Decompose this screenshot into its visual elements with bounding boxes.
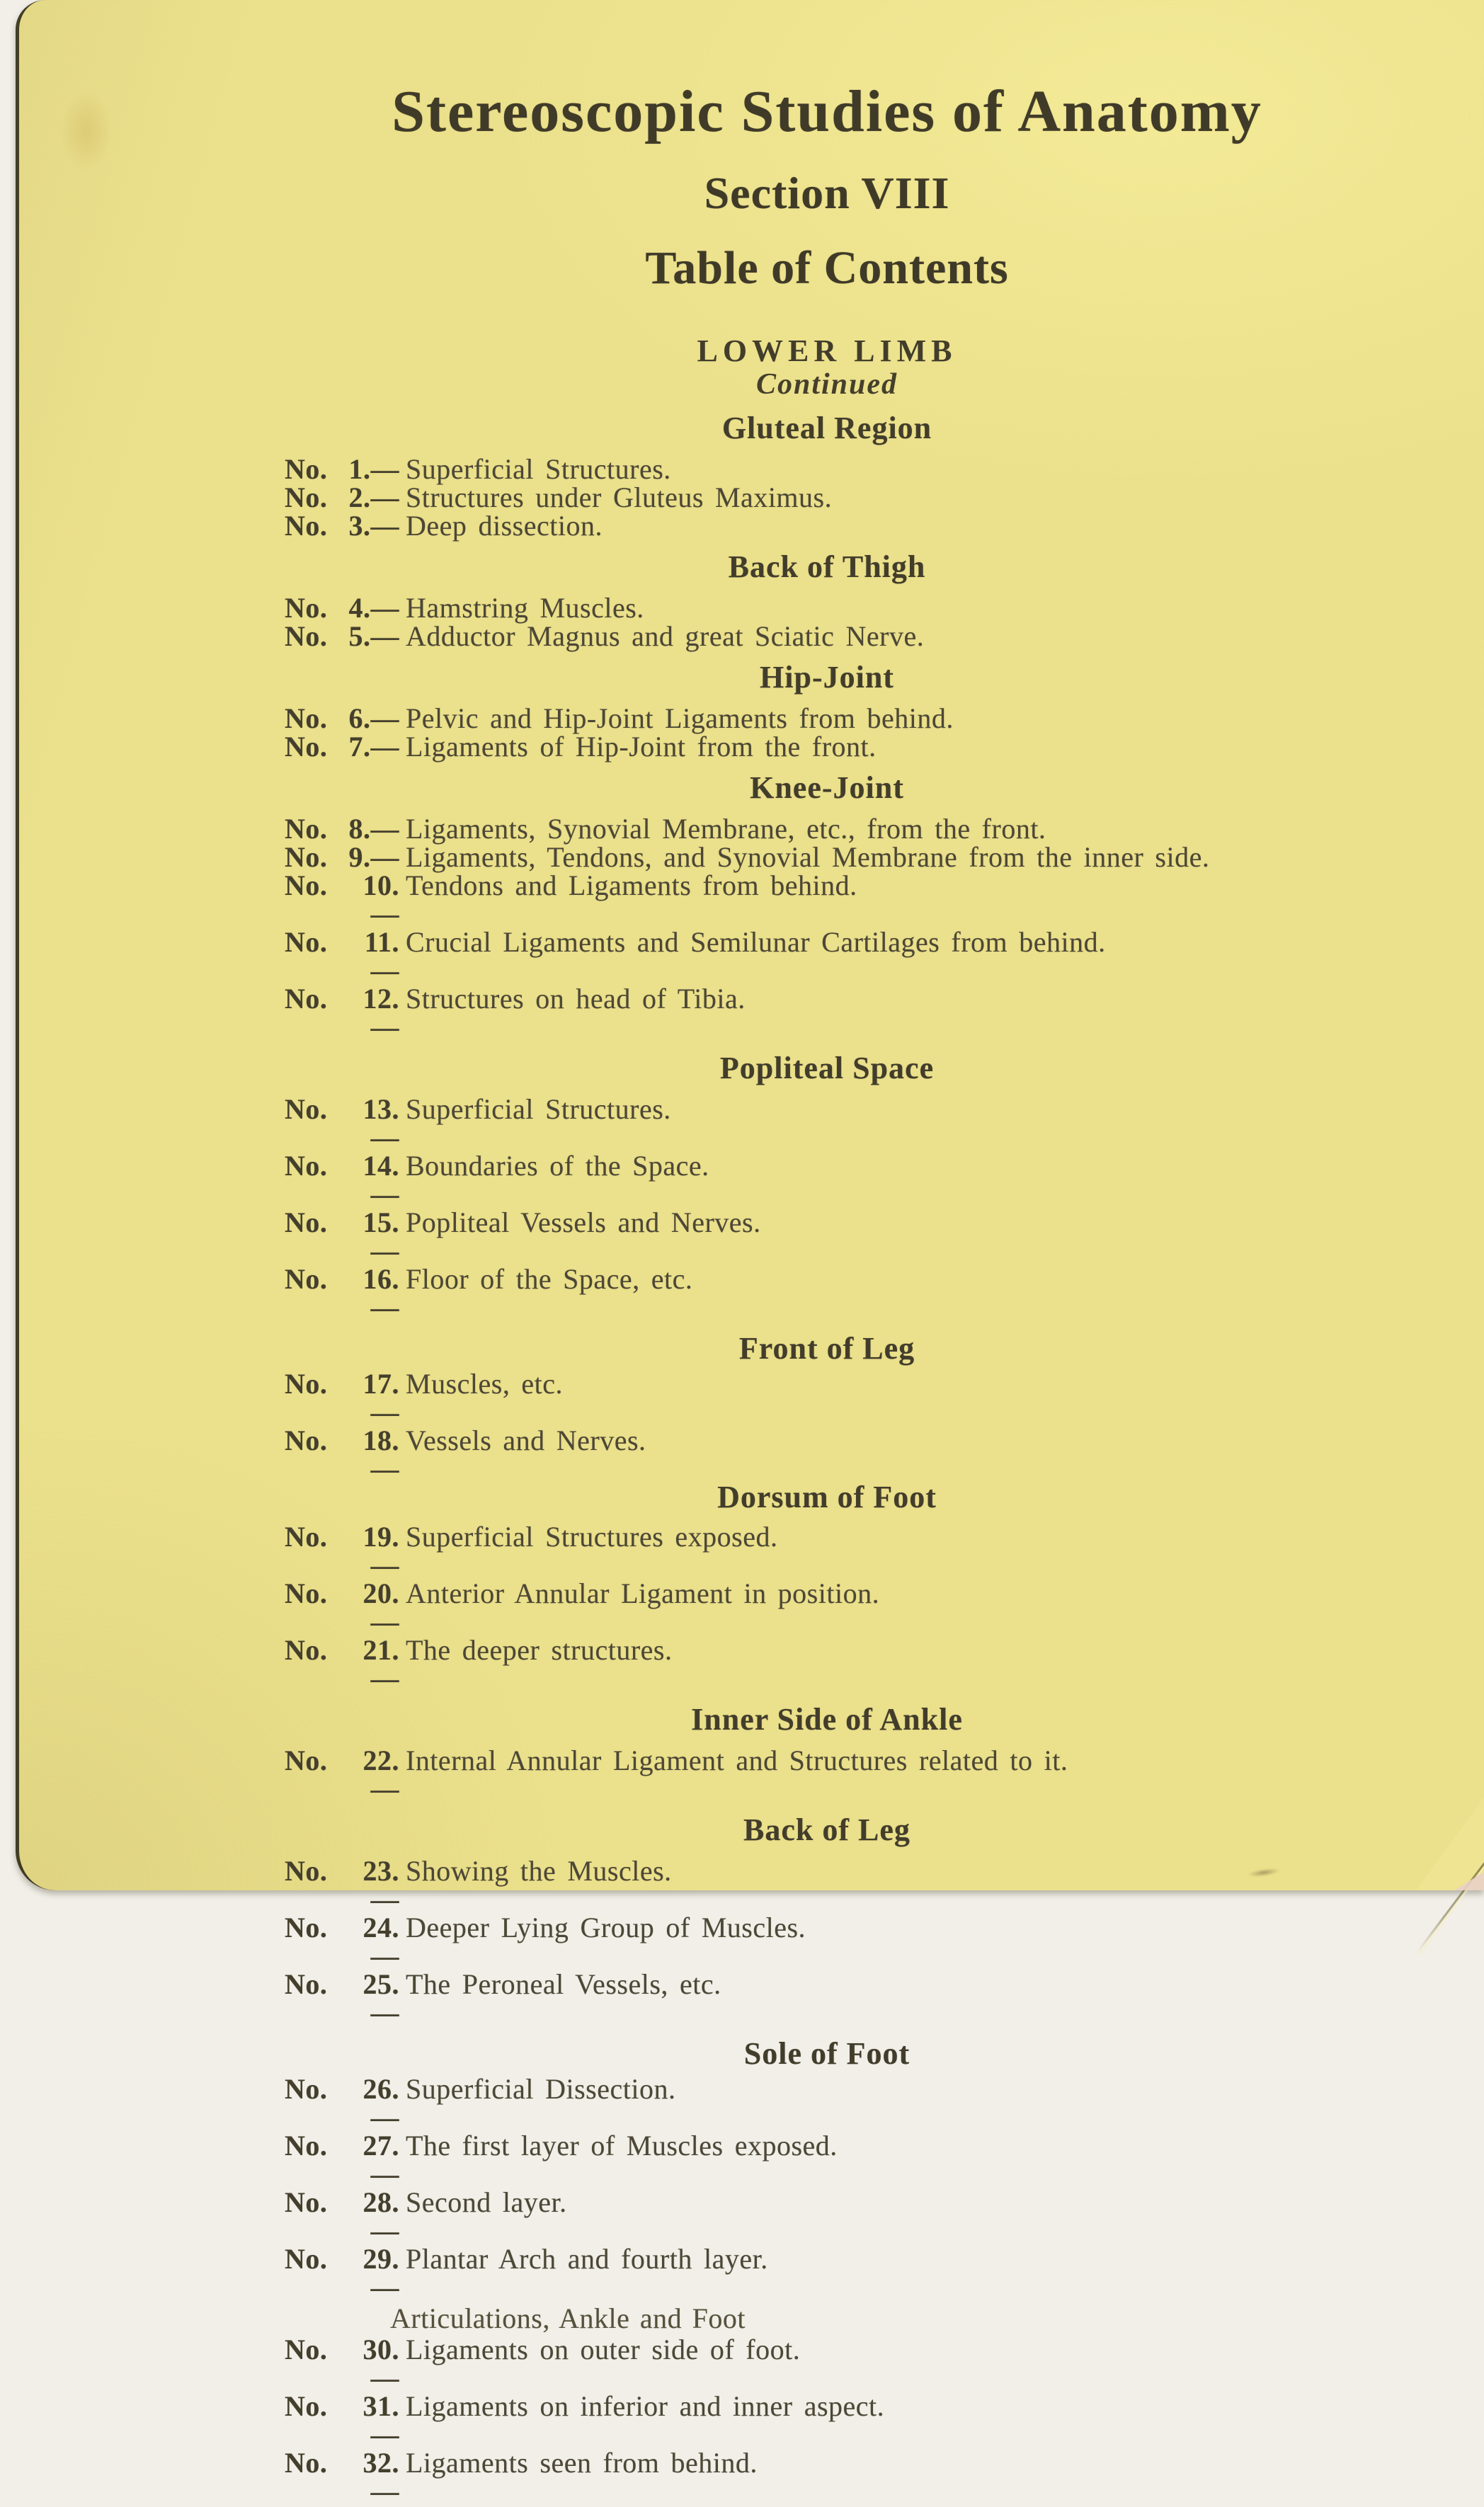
section-number-heading: Section VIII	[704, 168, 950, 218]
entry-number: 19.—	[363, 1521, 399, 1581]
entry-no-label: No.	[285, 592, 328, 624]
toc-entry	[285, 1577, 1369, 1638]
entry-no-label: No.	[285, 2073, 328, 2105]
toc-entry	[285, 985, 1369, 1041]
entry-text: Hamstring Muscles.	[406, 592, 644, 624]
toc-entry	[285, 455, 1369, 484]
entry-text: Boundaries of the Space.	[406, 1150, 709, 1182]
toc-entry	[285, 928, 1369, 985]
toc-entry	[285, 815, 1369, 843]
toc-entry	[285, 2336, 1369, 2392]
entry-number: 4.—	[348, 592, 399, 624]
entry-text: The Peroneal Vessels, etc.	[406, 1968, 721, 2000]
toc-entry	[285, 1265, 1369, 1322]
entry-text: Deep dissection.	[406, 510, 603, 542]
entry-number: 20.—	[363, 1577, 399, 1638]
entry-text: Superficial Structures exposed.	[406, 1521, 778, 1553]
entry-number: 27.—	[363, 2130, 399, 2190]
entry-text: Showing the Muscles.	[406, 1855, 672, 1887]
toc-entry	[285, 1744, 1369, 1805]
entry-no-label: No.	[285, 1150, 328, 1182]
entry-number: 5.—	[348, 620, 399, 652]
entry-number: 25.—	[363, 1968, 399, 2028]
toc-content	[285, 0, 1369, 2506]
toc-entry	[285, 1370, 1369, 1427]
entry-text: Deeper Lying Group of Muscles.	[406, 1912, 806, 1943]
entry-text: The deeper structures.	[406, 1634, 673, 1666]
region-inner-side-of-ankle	[285, 1701, 1369, 1803]
toc-entry	[285, 1152, 1369, 1209]
entry-no-label: No.	[285, 1368, 328, 1400]
entry-text: Tendons and Ligaments from behind.	[406, 869, 857, 901]
toc-entry	[285, 2392, 1369, 2449]
toc-entry	[285, 1095, 1369, 1152]
entry-no-label: No.	[285, 1634, 328, 1666]
scanned-page	[16, 0, 1484, 2507]
toc-entry	[285, 622, 1369, 651]
entry-no-label: No.	[285, 481, 328, 513]
region-heading-sole-of-foot: Sole of Foot	[743, 2036, 911, 2071]
region-front-of-leg	[285, 1330, 1369, 1483]
entry-no-label: No.	[285, 620, 328, 652]
entry-number: 16.—	[363, 1263, 399, 1323]
entry-text: Structures on head of Tibia.	[406, 983, 746, 1015]
entry-number: 8.—	[348, 813, 399, 845]
toc-entry	[285, 843, 1369, 872]
toc-entry	[285, 869, 1369, 930]
entry-number: 23.—	[363, 1855, 399, 1915]
region-heading-inner-side-of-ankle: Inner Side of Ankle	[691, 1702, 963, 1737]
entry-text: Floor of the Space, etc.	[406, 1263, 693, 1295]
entry-no-label: No.	[285, 1968, 328, 2000]
entry-no-label: No.	[285, 2447, 328, 2479]
toc-entry	[285, 2449, 1369, 2506]
entry-number: 12.—	[363, 983, 399, 1043]
toc-entry	[285, 512, 1369, 540]
subheading-articulations-ankle-and-foot: Articulations, Ankle and Foot	[390, 2302, 746, 2334]
entry-number: 3.—	[348, 510, 399, 542]
entry-no-label: No.	[285, 1912, 328, 1943]
region-back-of-thigh	[285, 549, 1369, 651]
entry-no-label: No.	[285, 2130, 328, 2161]
toc-entry	[285, 2132, 1369, 2188]
entry-no-label: No.	[285, 2243, 328, 2275]
entry-number: 13.—	[363, 1093, 399, 1153]
entry-text: Superficial Dissection.	[406, 2073, 676, 2105]
entry-number: 14.—	[363, 1150, 399, 1210]
region-heading-popliteal-space: Popliteal Space	[719, 1051, 935, 1085]
toc-entry	[285, 1914, 1369, 1970]
entry-no-label: No.	[285, 2186, 328, 2218]
part-heading-lower-limb: LOWER LIMB	[697, 333, 957, 368]
entry-number: 11.—	[364, 926, 399, 986]
entry-no-label: No.	[285, 1521, 328, 1553]
entry-number: 29.—	[363, 2243, 399, 2303]
toc-entry	[285, 704, 1369, 733]
toc-entry	[285, 733, 1369, 761]
entry-no-label: No.	[285, 453, 328, 485]
region-knee-joint	[285, 770, 1369, 1041]
region-popliteal-space	[285, 1050, 1369, 1322]
entry-text: Superficial Structures.	[406, 453, 671, 485]
toc-entry	[285, 2188, 1369, 2245]
entry-no-label: No.	[285, 926, 328, 958]
entry-no-label: No.	[285, 813, 328, 845]
toc-entry	[285, 1857, 1369, 1914]
paper-stain	[62, 92, 111, 170]
entry-number: 9.—	[348, 841, 399, 873]
region-heading-front-of-leg: Front of Leg	[738, 1331, 915, 1366]
entry-number: 32.—	[363, 2447, 399, 2507]
entry-no-label: No.	[285, 1744, 328, 1776]
entry-no-label: No.	[285, 1424, 328, 1456]
entry-text: Ligaments seen from behind.	[406, 2447, 758, 2479]
entry-number: 1.—	[348, 453, 399, 485]
entry-number: 6.—	[348, 702, 399, 734]
toc-entry	[285, 481, 1369, 513]
entry-no-label: No.	[285, 731, 328, 763]
entry-text: The first layer of Muscles exposed.	[406, 2130, 838, 2161]
page-title: Stereoscopic Studies of Anatomy	[392, 79, 1262, 144]
entry-number: 17.—	[363, 1368, 399, 1428]
entry-no-label: No.	[285, 2390, 328, 2422]
entry-no-label: No.	[285, 702, 328, 734]
entry-text: Superficial Structures.	[406, 1093, 671, 1125]
region-heading-hip-joint: Hip-Joint	[760, 660, 894, 695]
entry-text: Ligaments on inferior and inner aspect.	[406, 2390, 885, 2422]
entry-text: Ligaments on outer side of foot.	[406, 2334, 801, 2365]
entry-number: 7.—	[348, 731, 399, 763]
toc-entry	[285, 1636, 1369, 1693]
region-hip-joint	[285, 659, 1369, 761]
toc-entry	[285, 2245, 1369, 2302]
entry-number: 18.—	[363, 1424, 399, 1485]
entry-no-label: No.	[285, 1093, 328, 1125]
entry-number: 24.—	[363, 1912, 399, 1972]
entry-number: 28.—	[363, 2186, 399, 2246]
entry-text: Second layer.	[406, 2186, 567, 2218]
region-back-of-leg	[285, 1812, 1369, 2027]
entry-text: Structures under Gluteus Maximus.	[406, 481, 833, 513]
entry-number: 30.—	[363, 2334, 399, 2394]
region-sole-of-foot	[285, 2035, 1369, 2506]
entry-text: Plantar Arch and fourth layer.	[406, 2243, 768, 2275]
entry-no-label: No.	[285, 1206, 328, 1238]
region-heading-gluteal-region: Gluteal Region	[721, 411, 932, 445]
region-heading-dorsum-of-foot: Dorsum of Foot	[717, 1480, 937, 1514]
toc-entry	[285, 594, 1369, 622]
entry-text: Ligaments, Synovial Membrane, etc., from the front.	[406, 813, 1046, 845]
entry-text: Crucial Ligaments and Semilunar Cartilages from behind.	[406, 926, 1106, 958]
entry-number: 21.—	[363, 1634, 399, 1694]
entry-number: 31.—	[363, 2390, 399, 2450]
toc-entry	[285, 1523, 1369, 1580]
toc-entry	[285, 1970, 1369, 2027]
entry-number: 10.—	[363, 869, 399, 930]
entry-no-label: No.	[285, 869, 328, 901]
entry-text: Ligaments of Hip-Joint from the front.	[406, 731, 877, 763]
entry-no-label: No.	[285, 983, 328, 1015]
entry-text: Anterior Annular Ligament in position.	[406, 1577, 880, 1609]
entry-text: Adductor Magnus and great Sciatic Nerve.	[406, 620, 925, 652]
entry-number: 2.—	[348, 481, 399, 513]
toc-entry	[285, 2075, 1369, 2132]
region-dorsum-of-foot	[285, 1479, 1369, 1693]
entry-no-label: No.	[285, 1577, 328, 1609]
entry-number: 26.—	[363, 2073, 399, 2133]
part-continued-note: Continued	[755, 368, 898, 401]
toc-title: Table of Contents	[645, 242, 1009, 294]
entry-no-label: No.	[285, 841, 328, 873]
entry-text: Vessels and Nerves.	[406, 1424, 646, 1456]
entry-text: Internal Annular Ligament and Structures related to it.	[406, 1744, 1068, 1776]
entry-text: Ligaments, Tendons, and Synovial Membrane from the inner side.	[406, 841, 1210, 873]
entry-text: Popliteal Vessels and Nerves.	[406, 1206, 761, 1238]
entry-number: 22.—	[363, 1744, 399, 1805]
entry-text: Muscles, etc.	[406, 1368, 564, 1400]
region-heading-back-of-thigh: Back of Thigh	[728, 549, 926, 584]
toc-entry	[285, 1206, 1369, 1267]
entry-no-label: No.	[285, 2334, 328, 2365]
region-heading-knee-joint: Knee-Joint	[750, 770, 904, 805]
entry-text: Pelvic and Hip-Joint Ligaments from behind.	[406, 702, 954, 734]
entry-number: 15.—	[363, 1206, 399, 1267]
entry-no-label: No.	[285, 510, 328, 542]
region-heading-back-of-leg: Back of Leg	[743, 1812, 911, 1847]
toc-entry	[285, 1424, 1369, 1485]
region-gluteal	[285, 410, 1369, 540]
entry-no-label: No.	[285, 1263, 328, 1295]
entry-no-label: No.	[285, 1855, 328, 1887]
